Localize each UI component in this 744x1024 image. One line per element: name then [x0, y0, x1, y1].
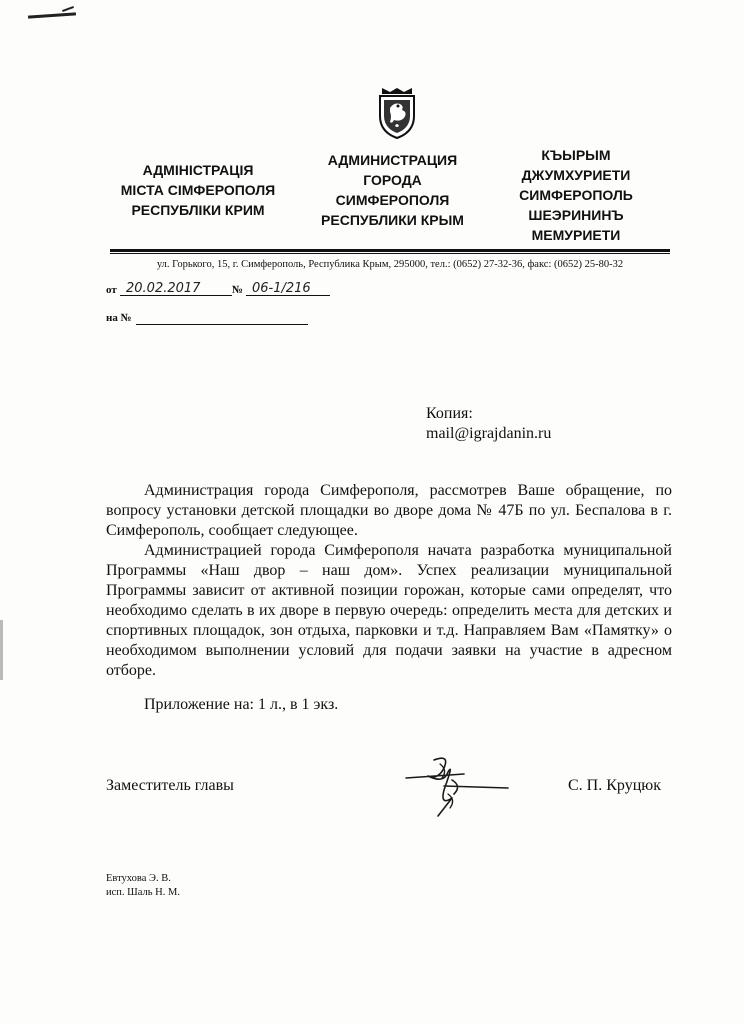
date-field: 20.02.2017	[120, 282, 232, 296]
reply-label: на №	[106, 312, 132, 324]
coat-of-arms-icon	[374, 86, 420, 140]
copy-recipient	[426, 404, 551, 444]
executor-line: Евтухова Э. В.	[106, 873, 171, 884]
body-paragraph: Администрацией города Симферополя начата разработка муниципальной Программы «Наш двор – наш дом». Успех реализации муниципальной Программы зависит от активной позиции горожан, которые сами определят, что необходимо сделать в их дворе в первую очередь: определить места для детских и спортивных площадок, зон отдыха, парковки и т.д. Направляем Вам «Памятку» о необходимом выполнении условий для подачи заявки на участие в адресном отборе.	[106, 542, 672, 679]
header-divider-thin	[110, 253, 670, 254]
address-line: ул. Горького, 15, г. Симферополь, Республика Крым, 295000, тел.: (0652) 27-32-36, факс: (0652) 25-80-32	[156, 259, 624, 270]
scan-mark	[62, 6, 74, 12]
handwritten-signature	[404, 750, 514, 820]
header-line: АДМІНІСТРАЦІЯ	[142, 162, 254, 178]
number-label: №	[232, 284, 244, 296]
header-crimean-tatar	[495, 145, 657, 245]
header-line: СИМФЕРОПОЛЬ	[519, 187, 633, 203]
letter-body	[106, 481, 672, 681]
body-paragraph: Администрация города Симферополя, рассмотрев Ваше обращение, по вопросу установки детской площадки во дворе дома № 47Б по ул. Беспалова в г. Симферополь, сообщает следующее.	[106, 482, 672, 539]
header-line: ДЖУМХУРИЕТИ	[521, 167, 631, 183]
header-line: МІСТА СІМФЕРОПОЛЯ	[120, 182, 276, 198]
header-line: ШЕЭРИНИНЪ	[528, 207, 624, 223]
signer-position: Заместитель главы	[106, 777, 234, 794]
header-line: МЕМУРИЕТИ	[531, 227, 621, 243]
header-line: ГОРОДА	[363, 172, 422, 188]
scan-edge-mark	[0, 620, 3, 680]
header-divider	[110, 249, 670, 252]
header-line: КЪЫРЫМ	[541, 147, 611, 163]
reply-number-field	[136, 310, 308, 325]
executors-block	[106, 872, 180, 900]
scan-mark	[28, 12, 76, 18]
header-line: РЕСПУБЛІКИ КРИМ	[131, 202, 265, 218]
from-label: от	[106, 284, 117, 296]
header-line: СИМФЕРОПОЛЯ	[335, 192, 450, 208]
number-field: 06-1/216	[246, 282, 330, 296]
header-line: РЕСПУБЛИКИ КРЫМ	[321, 212, 464, 228]
header-ukrainian	[108, 160, 288, 220]
attachment-note: Приложение на: 1 л., в 1 экз.	[144, 696, 339, 713]
copy-email: mail@igrajdanin.ru	[426, 425, 552, 442]
executor-line: исп. Шаль Н. М.	[106, 887, 180, 898]
signer-name: С. П. Круцюк	[568, 777, 661, 794]
header-line: АДМИНИСТРАЦИЯ	[327, 152, 458, 168]
copy-label: Копия:	[426, 405, 473, 422]
header-russian	[300, 150, 485, 230]
